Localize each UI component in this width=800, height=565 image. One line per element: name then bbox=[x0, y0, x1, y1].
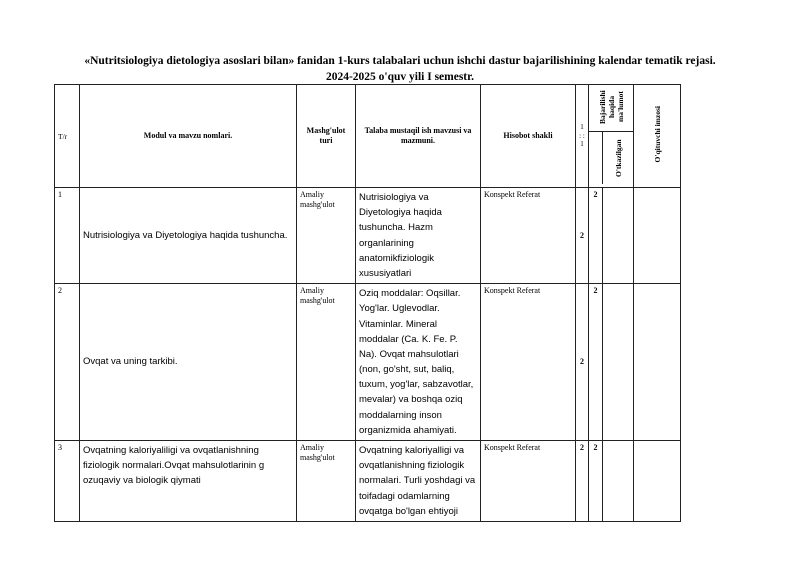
row-hours: 2 bbox=[576, 284, 589, 441]
header-type: Mashg'ulot turi bbox=[297, 85, 356, 188]
header-completed-group bbox=[589, 85, 634, 188]
header-teacher bbox=[634, 85, 681, 188]
row-module: Ovqatning kaloriyaliligi va ovqatlanishning fiziologik normalari.Ovqat mahsulotlarinin g ozuqaviy va biologik qiymati bbox=[80, 441, 297, 522]
row-hours: 2 bbox=[576, 188, 589, 284]
header-module: Modul va mavzu nomlari. bbox=[80, 85, 297, 188]
row-done: 2 bbox=[589, 188, 603, 284]
row-date bbox=[603, 188, 634, 284]
row-self-study: Oziq moddalar: Oqsillar. Yog'lar. Uglevodlar. Vitaminlar. Mineral moddalar (Ca. K. Fe. P. Na). Ovqat mahsulotlari (non, go'sht, sut, baliq, tuxum, yog'lar, sabzavotlar, mevalar) va boshqa oziq moddalarning inson organizmida ahamiyati. bbox=[356, 284, 481, 441]
row-teacher-sign bbox=[634, 188, 681, 284]
header-self-study: Talaba mustaqil ish mavzusi va mazmuni. bbox=[356, 85, 481, 188]
table-row bbox=[55, 441, 681, 522]
header-hours-mark: 1 : : 1 bbox=[576, 85, 589, 188]
row-done: 2 bbox=[589, 441, 603, 522]
row-date bbox=[603, 441, 634, 522]
document-title: «Nutritsiologiya dietologiya asoslari bilan» fanidan 1-kurs talabalari uchun ishchi dastur bajarilishining kalendar tematik rejasi. bbox=[84, 55, 716, 67]
row-num: 2 bbox=[55, 284, 80, 441]
row-teacher-sign bbox=[634, 284, 681, 441]
calendar-plan-table bbox=[54, 84, 681, 522]
row-self-study: Ovqatning kaloriyalligi va ovqatlanishning fiziologik normalari. Turli yoshdagi va toifadagi odamlarning ovqatga bo'lgan ehtiyoji bbox=[356, 441, 481, 522]
table-row bbox=[55, 188, 681, 284]
row-type: Amaliy mashg'ulot bbox=[297, 441, 356, 522]
header-teacher-label: O'qituvchi imzosi bbox=[652, 106, 662, 163]
row-type: Amaliy mashg'ulot bbox=[297, 188, 356, 284]
table-row bbox=[55, 284, 681, 441]
row-report: Konspekt Referat bbox=[481, 441, 576, 522]
row-report: Konspekt Referat bbox=[481, 188, 576, 284]
row-module: Nutrisiologiya va Diyetologiya haqida tushuncha. bbox=[80, 188, 297, 284]
row-hours: 2 bbox=[576, 441, 589, 522]
header-num: T/r bbox=[55, 85, 80, 188]
row-done: 2 bbox=[589, 284, 603, 441]
table-header-row bbox=[55, 85, 681, 188]
row-module: Ovqat va uning tarkibi. bbox=[80, 284, 297, 441]
row-teacher-sign bbox=[634, 441, 681, 522]
row-self-study: Nutrisiologiya va Diyetologiya haqida tushuncha. Hazm organlarining anatomikfiziologik xususiyatlari bbox=[356, 188, 481, 284]
header-report: Hisobot shakli bbox=[481, 85, 576, 188]
row-num: 3 bbox=[55, 441, 80, 522]
header-date: O'tkazilgan bbox=[613, 139, 623, 177]
row-num: 1 bbox=[55, 188, 80, 284]
row-type: Amaliy mashg'ulot bbox=[297, 284, 356, 441]
header-completed: Bajarilishi haqida ma'lumot bbox=[597, 90, 625, 124]
document-subtitle: 2024-2025 o'quv yili I semestr. bbox=[325, 71, 475, 83]
row-date bbox=[603, 284, 634, 441]
row-report: Konspekt Referat bbox=[481, 284, 576, 441]
